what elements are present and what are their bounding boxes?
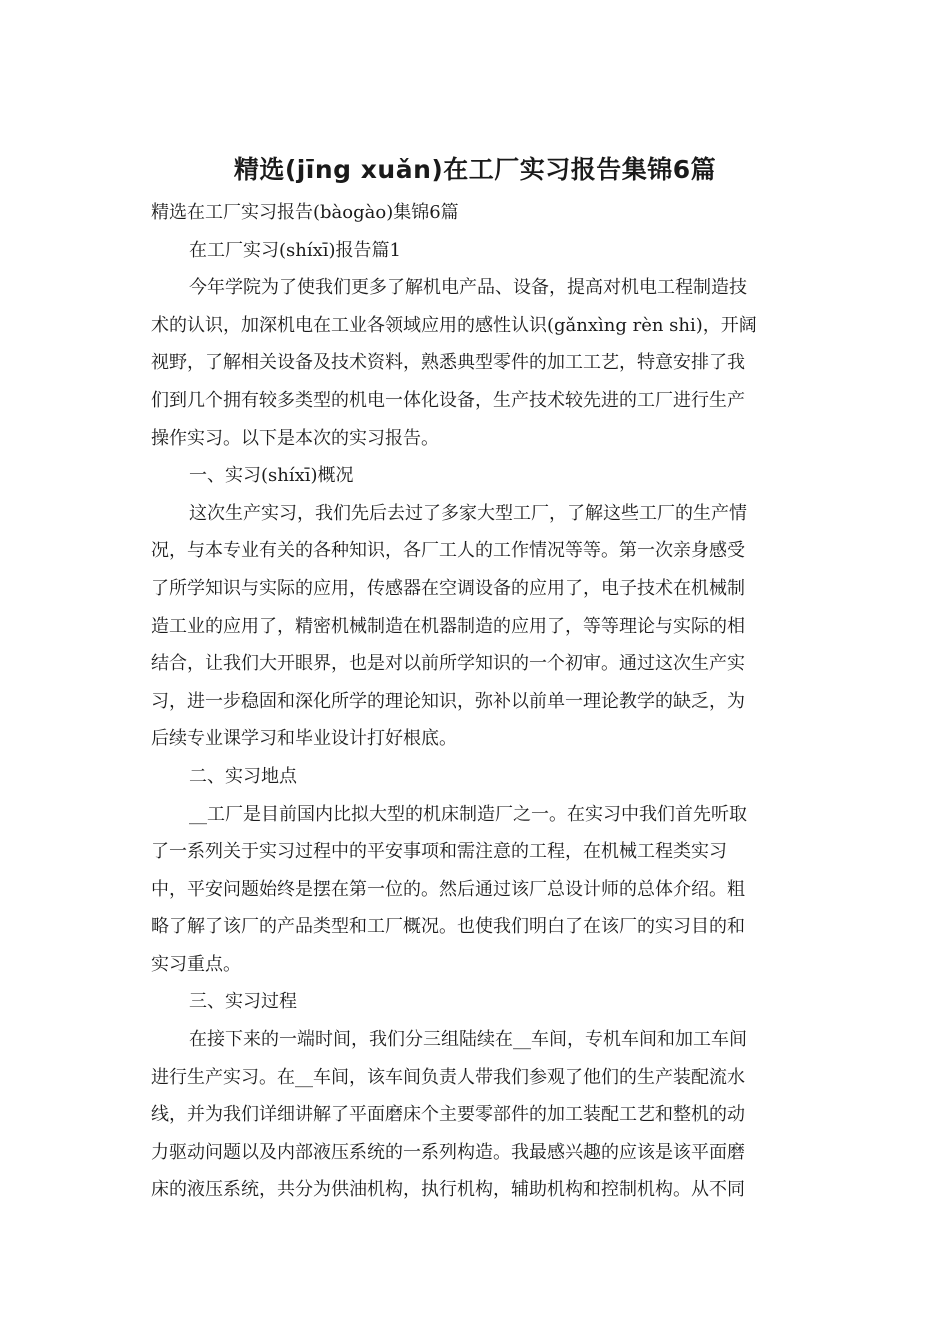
process-paragraph: [151, 1021, 791, 1209]
paragraph-line: 进行生产实习。在__车间，该车间负责人带我们参观了他们的生产装配流水: [151, 1066, 745, 1088]
paragraph-line: __工厂是目前国内比拟大型的机床制造厂之一。在实习中我们首先听取: [189, 803, 747, 825]
paragraph-line: 床的液压系统，共分为供油机构，执行机构，辅助机构和控制机构。从不同: [151, 1179, 745, 1201]
document-title: 精选(jīng xuǎn)在工厂实习报告集锦6篇: [233, 155, 717, 184]
section-heading: 在工厂实习(shíxī)报告篇1: [189, 239, 401, 261]
paragraph-line: 视野，了解相关设备及技术资料，熟悉典型零件的加工工艺，特意安排了我: [151, 352, 745, 374]
paragraph-line: 结合，让我们大开眼界，也是对以前所学知识的一个初审。通过这次生产实: [151, 653, 745, 675]
paragraph-line: 力驱动问题以及内部液压系统的一系列构造。我最感兴趣的应该是该平面磨: [151, 1141, 745, 1163]
paragraph-line: 造工业的应用了，精密机械制造在机器制造的应用了，等等理论与实际的相: [151, 615, 745, 637]
document-subtitle: 精选在工厂实习报告(bàogào)集锦6篇: [151, 202, 459, 223]
paragraph-line: 后续专业课学习和毕业设计打好根底。: [151, 728, 457, 750]
paragraph-line: 中，平安问题始终是摆在第一位的。然后通过该厂总设计师的总体介绍。粗: [151, 878, 745, 900]
paragraph-line: 习，进一步稳固和深化所学的理论知识，弥补以前单一理论教学的缺乏，为: [151, 690, 745, 712]
paragraph-line: 操作实习。以下是本次的实习报告。: [151, 427, 439, 449]
overview-paragraph: [151, 495, 791, 758]
paragraph-line: 们到几个拥有较多类型的机电一体化设备，生产技术较先进的工厂进行生产: [151, 389, 745, 411]
heading-process: 三、实习过程: [189, 991, 297, 1013]
paragraph-line: 实习重点。: [151, 953, 241, 975]
heading-overview: 一、实习(shíxī)概况: [189, 465, 354, 487]
location-paragraph: [151, 796, 791, 984]
paragraph-line: 今年学院为了使我们更多了解机电产品、设备，提高对机电工程制造技: [189, 277, 747, 299]
paragraph-line: 这次生产实习，我们先后去过了多家大型工厂，了解这些工厂的生产情: [189, 502, 747, 524]
paragraph-line: 了所学知识与实际的应用，传感器在空调设备的应用了，电子技术在机械制: [151, 577, 745, 599]
paragraph-line: 况，与本专业有关的各种知识，各厂工人的工作情况等等。第一次亲身感受: [151, 540, 745, 562]
document-body: [151, 194, 791, 1209]
paragraph-line: 术的认识，加深机电在工业各领域应用的感性认识(gǎnxìng rèn shi)，开阔: [151, 314, 757, 336]
paragraph-line: 略了解了该厂的产品类型和工厂概况。也使我们明白了在该厂的实习目的和: [151, 916, 745, 938]
heading-location: 二、实习地点: [189, 765, 297, 787]
intro-paragraph: [151, 269, 791, 457]
paragraph-line: 在接下来的一端时间，我们分三组陆续在__车间，专机车间和加工车间: [189, 1029, 747, 1051]
paragraph-line: 了一系列关于实习过程中的平安事项和需注意的工程，在机械工程类实习: [151, 841, 727, 863]
paragraph-line: 线，并为我们详细讲解了平面磨床个主要零部件的加工装配工艺和整机的动: [151, 1104, 745, 1126]
